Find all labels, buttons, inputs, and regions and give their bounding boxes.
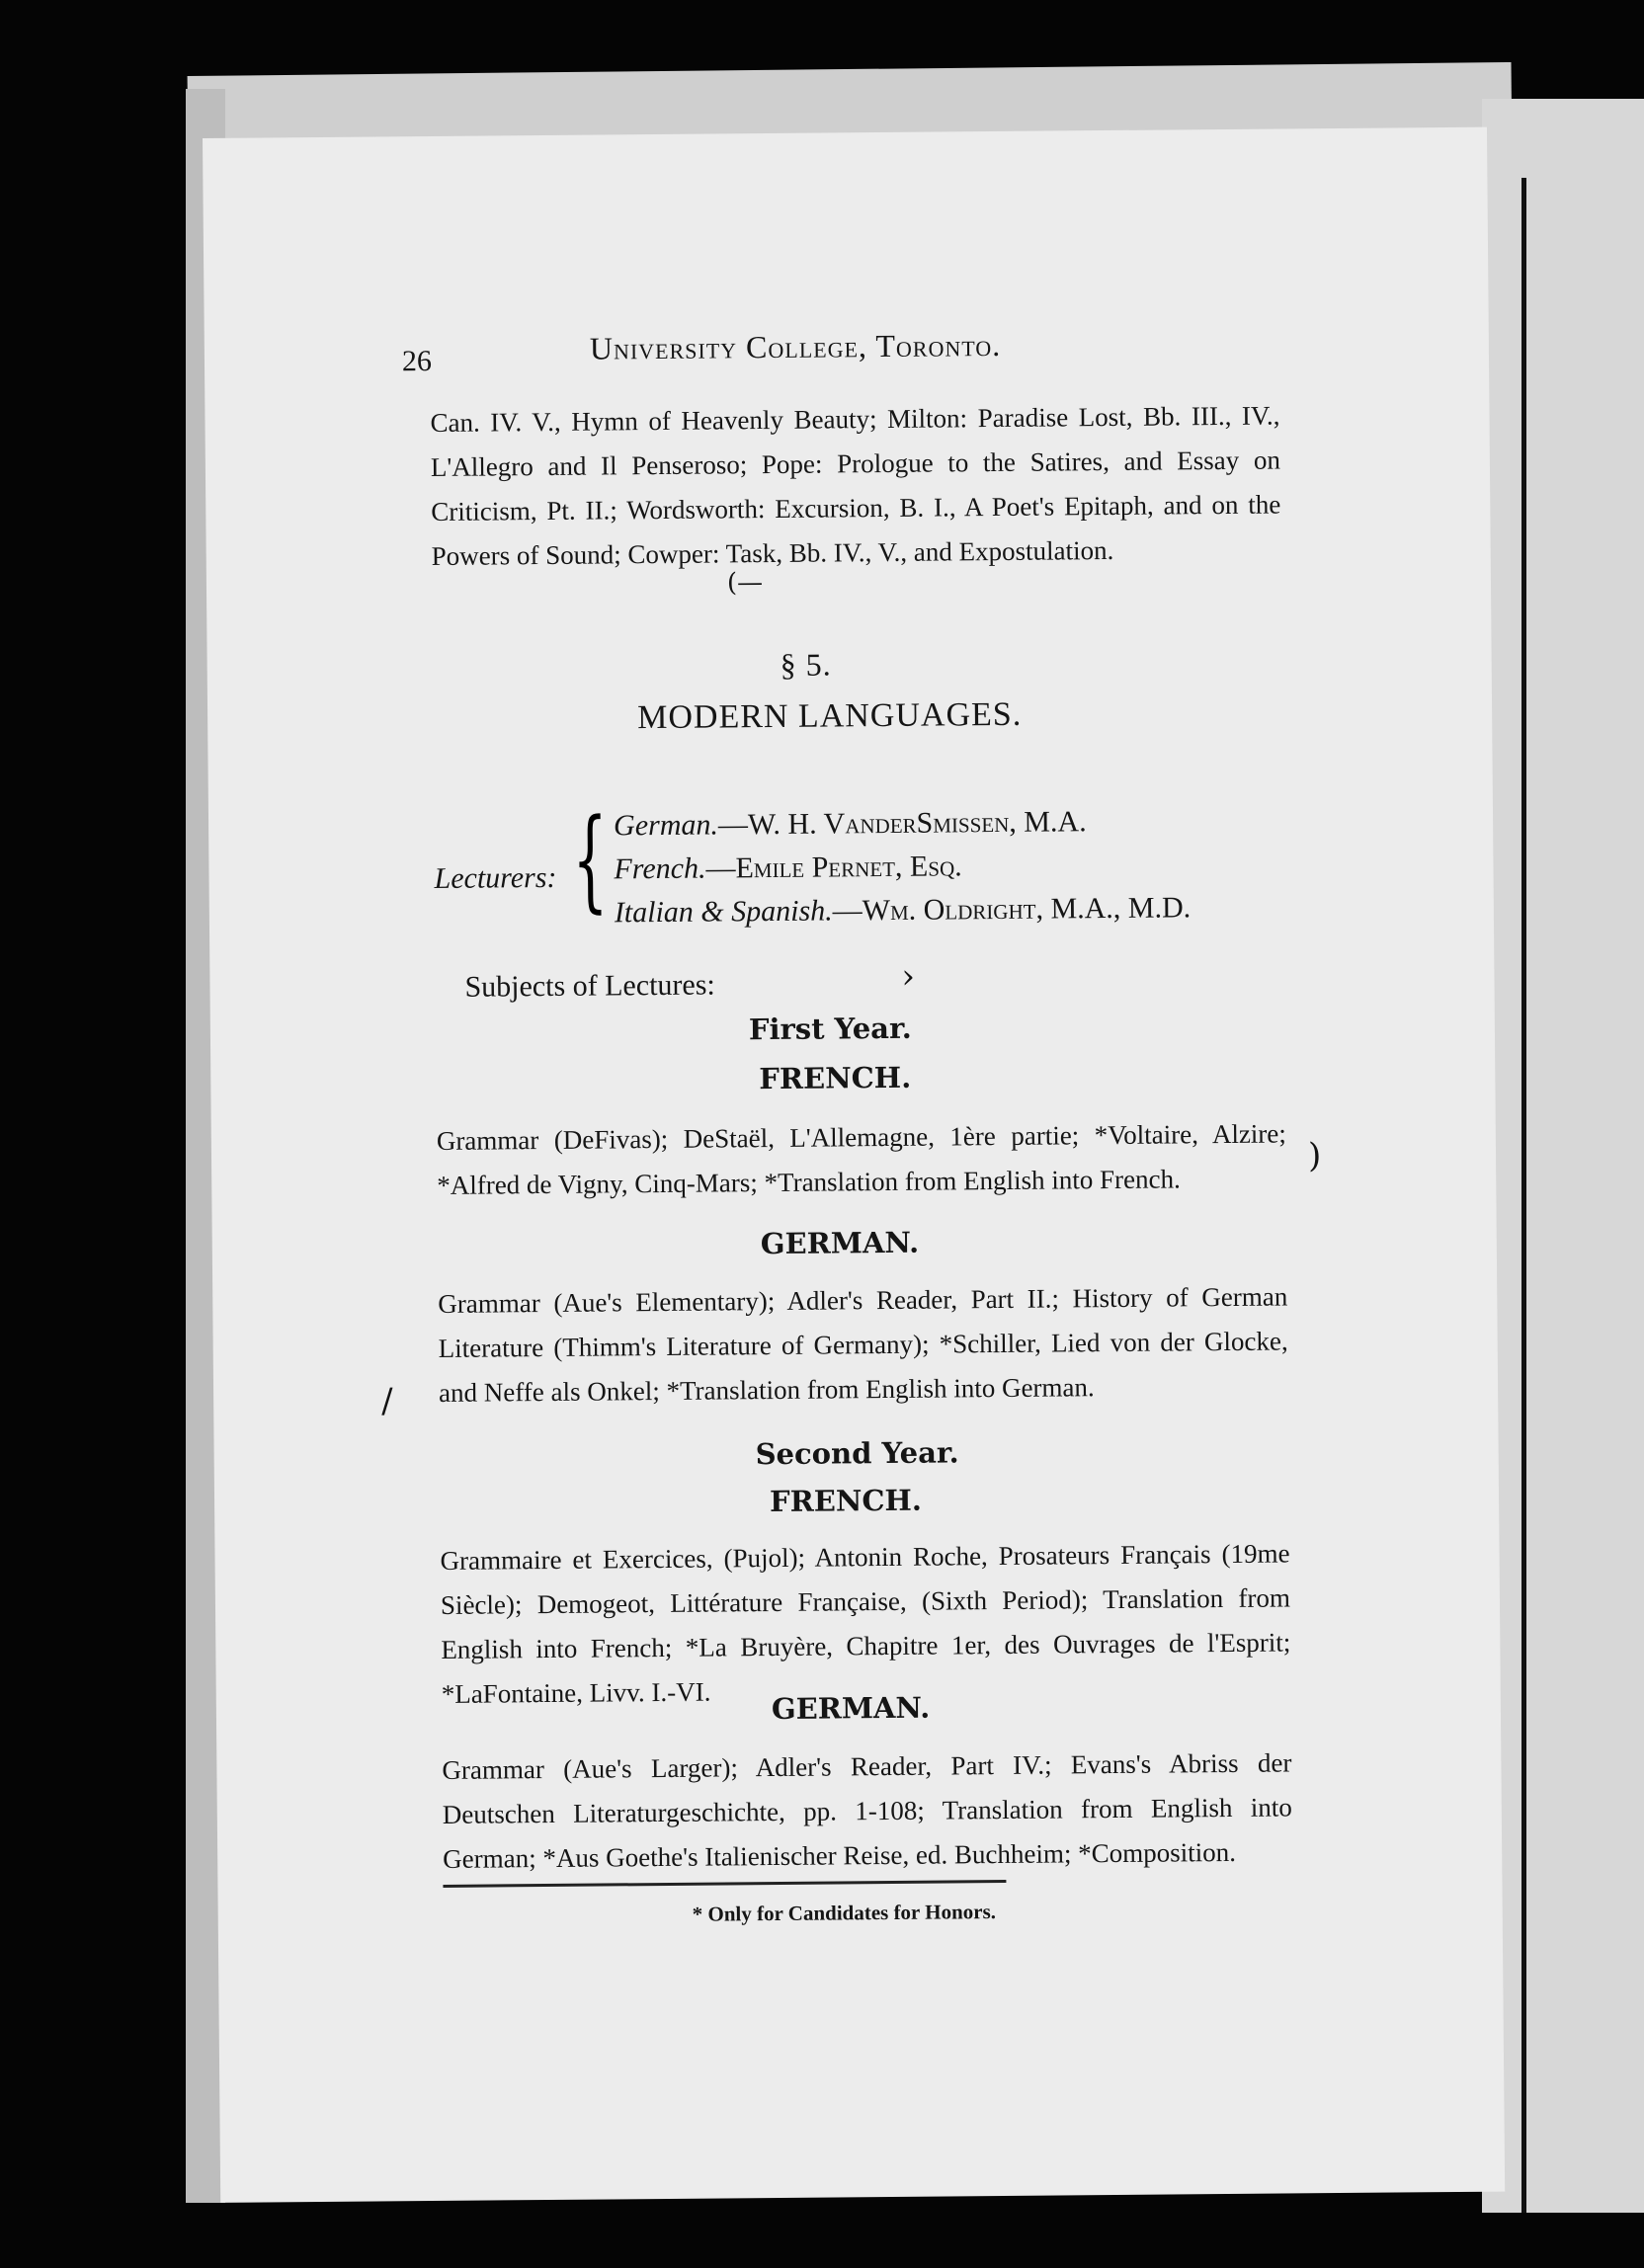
lecturer-row-german (614, 800, 1087, 848)
margin-mark: / (380, 1381, 393, 1421)
footnote: * Only for Candidates for Honors. (692, 1900, 997, 1926)
book-page (203, 127, 1505, 2203)
first-year-heading: First Year. (748, 1011, 912, 1047)
intro-paragraph: Can. IV. V., Hymn of Heavenly Beauty; Milton: Paradise Lost, Bb. III., IV., L'Allegro and Il Penseroso; Pope: Prologue to the Satires, and Essay on Criticism, Pt. II.; Wordsworth: Excursion, B. I., A Poet's Epitaph, and on the Powers of Sound; Cowper: Task, Bb. IV., V., and Expostulation. (430, 400, 1281, 571)
page-number: 26 (401, 344, 433, 378)
first-year-german-text: Grammar (Aue's Elementary); Adler's Reader, Part II.; History of German Literature (Thimm's Literature of Germany); *Schiller, Lied von der Glocke, and Neffe als Onkel; *Translation from English into German. (438, 1281, 1288, 1408)
running-title: University College, Toronto. (589, 326, 1002, 366)
bracket-mark: (— (726, 568, 764, 599)
first-year-french-text: Grammar (DeFivas); DeStaël, L'Allemagne, 1ère partie; *Voltaire, Alzire; *Alfred de Vigny, Cinq-Mars; *Translation from English into French. (436, 1118, 1286, 1200)
lecturer-name: —Wm. Oldright, M.A., M.D. (832, 891, 1192, 928)
facing-page-edge (1482, 99, 1644, 2213)
margin-mark: ) (1307, 1136, 1322, 1176)
lecturer-name: —W. H. VanderSmissen, M.A. (717, 805, 1087, 842)
lecturer-name: —Emile Pernet, Esq. (705, 850, 962, 885)
lecturer-row-italian-spanish (615, 886, 1192, 934)
lecturers-label: Lecturers: (434, 860, 557, 895)
margin-mark: › (901, 956, 916, 997)
lecturer-subject: German. (613, 808, 719, 843)
second-year-german-heading: GERMAN. (771, 1690, 931, 1727)
first-year-german-heading: GERMAN. (760, 1225, 920, 1261)
subjects-label: Subjects of Lectures: (464, 968, 715, 1004)
second-year-heading: Second Year. (755, 1435, 959, 1472)
binding-fold (1521, 178, 1526, 2213)
second-year-german-text: Grammar (Aue's Larger); Adler's Reader, Part IV.; Evans's Abriss der Deutschen Literaturgeschichte, pp. 1-108; Translation from English into German; *Aus Goethe's Italienischer Reise, ed. Buchheim; *Composition. (442, 1747, 1292, 1874)
second-year-french-text: Grammaire et Exercices, (Pujol); Antonin Roche, Prosateurs Français (19me Siècle); Demogeot, Littérature Française, (Sixth Period); Translation from English into French; *La Bruyère, Chapitre 1er, des Ouvrages de l'Esprit; *LaFontaine, Livv. I.-VI. (440, 1538, 1291, 1709)
section-title: MODERN LANGUAGES. (636, 695, 1023, 737)
lecturer-subject: Italian & Spanish. (614, 894, 833, 930)
second-year-french-heading: FRENCH. (769, 1483, 923, 1519)
first-year-french-heading: FRENCH. (759, 1060, 912, 1096)
section-number: § 5. (780, 646, 832, 683)
lecturer-row-french (614, 845, 962, 891)
lecturers-brace: { (571, 795, 609, 925)
lecturer-subject: French. (614, 851, 706, 886)
